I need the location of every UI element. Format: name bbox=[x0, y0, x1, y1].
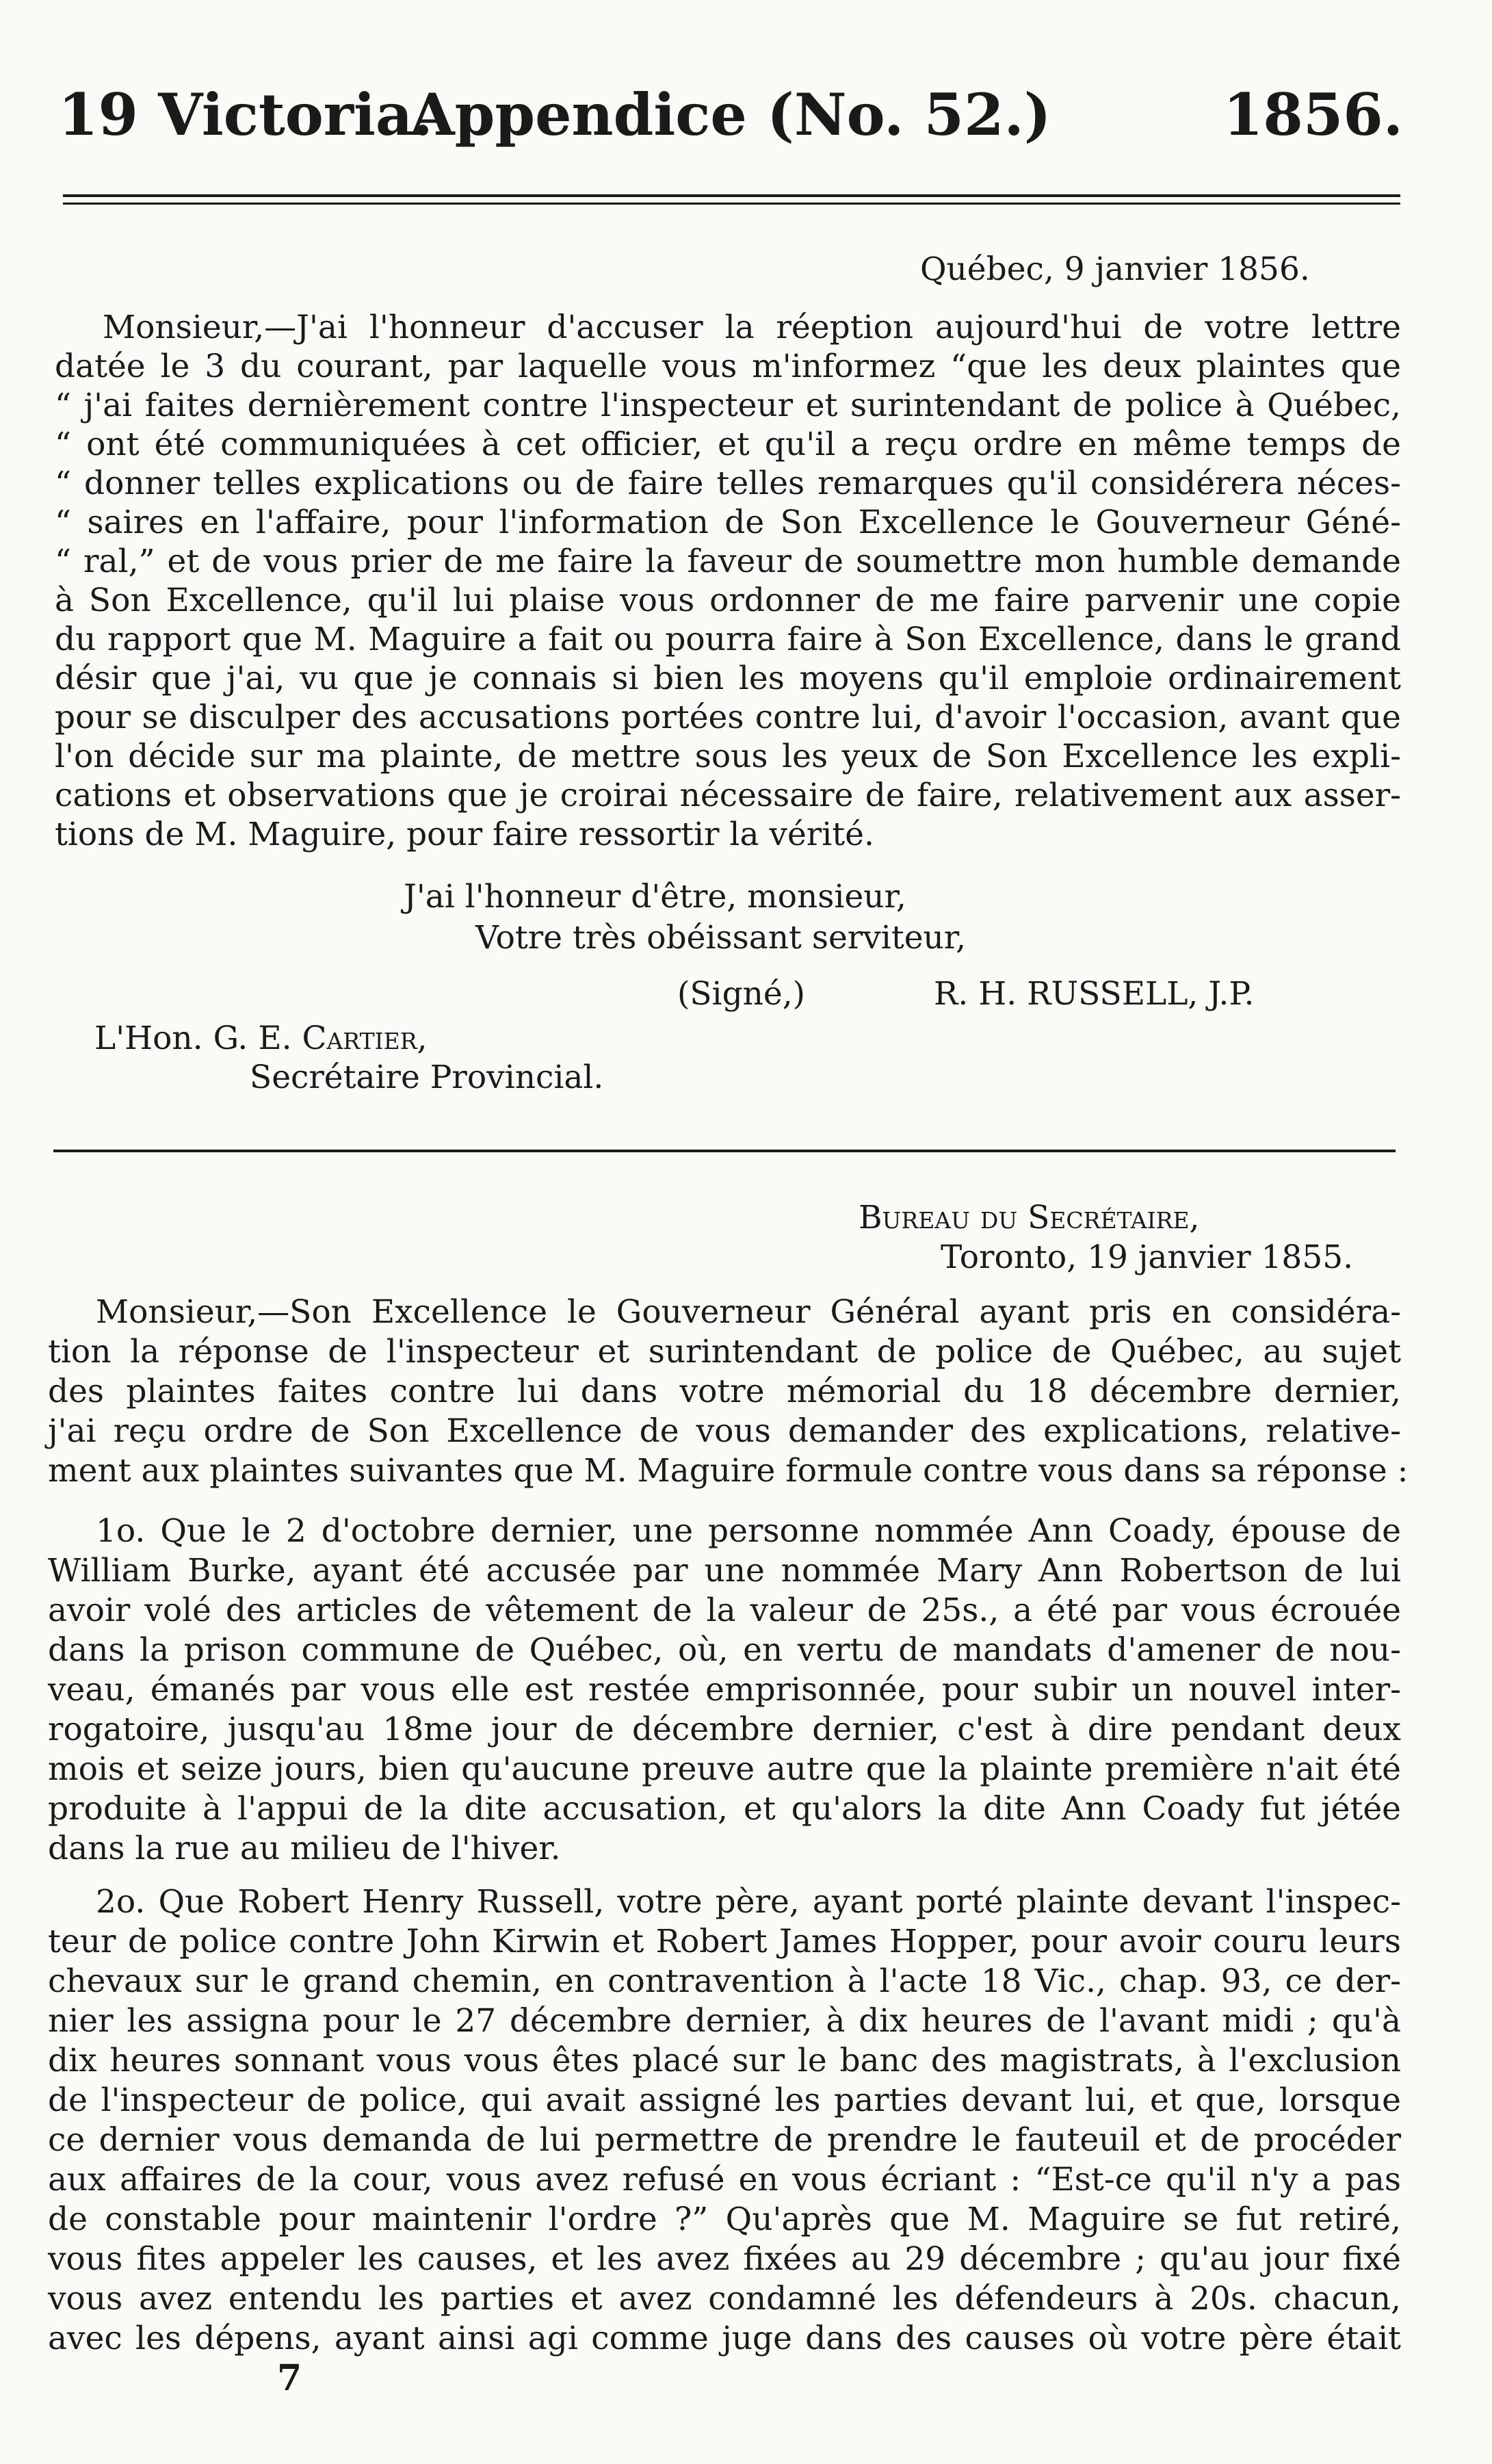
header-year: 1856. bbox=[1222, 81, 1403, 148]
letter1-line: désir que j'ai, vu que je connais si bien les moyens qu'il emploie ordinairement bbox=[55, 660, 1401, 697]
item1-line: 1o. Que le 2 d'octobre dernier, une personne nommée Ann Coady, épouse de bbox=[96, 1512, 1401, 1550]
item1-line: mois et seize jours, bien qu'aucune preuve autre que la plainte première n'ait été bbox=[48, 1750, 1401, 1788]
item1-line: William Burke, ayant été accusée par une nommée Mary Ann Robertson de lui bbox=[48, 1552, 1401, 1590]
item2-line: vous fites appeler les causes, et les avez fixées au 29 décembre ; qu'au jour fixé bbox=[48, 2240, 1401, 2278]
letter1-signe: (Signé,) bbox=[677, 975, 806, 1013]
letter1-line: datée le 3 du courant, par laquelle vous m'informez “que les deux plaintes que bbox=[55, 348, 1401, 385]
letter2-office: Bureau du Secrétaire, bbox=[859, 1199, 1200, 1236]
letter2-intro-line: tion la réponse de l'inspecteur et surintendant de police de Québec, au sujet bbox=[48, 1333, 1401, 1371]
letter1-line: Monsieur,—J'ai l'honneur d'accuser la réeption aujourd'hui de votre lettre bbox=[103, 309, 1401, 346]
item2-line: de l'inspecteur de police, qui avait assigné les parties devant lui, et que, lorsque bbox=[48, 2082, 1401, 2119]
header-rule-bottom bbox=[63, 203, 1400, 205]
item2-line: avec les dépens, ayant ainsi agi comme juge dans des causes où votre père était bbox=[48, 2320, 1401, 2357]
item2-line: chevaux sur le grand chemin, en contravention à l'acte 18 Vic., chap. 93, ce der- bbox=[48, 1962, 1401, 2000]
section-divider bbox=[53, 1150, 1396, 1152]
letter1-addressee-title: Secrétaire Provincial. bbox=[250, 1059, 604, 1096]
header-session: 19 Victoria. bbox=[58, 81, 433, 148]
item1-line: dans la prison commune de Québec, où, en vertu de mandats d'amener de nou- bbox=[48, 1631, 1401, 1669]
item1-line: dans la rue au milieu de l'hiver. bbox=[48, 1830, 561, 1867]
item1-line: produite à l'appui de la dite accusation, et qu'alors la dite Ann Coady fut jétée bbox=[48, 1790, 1401, 1828]
letter1-line: pour se disculper des accusations portées contre lui, d'avoir l'occasion, avant que bbox=[55, 699, 1401, 736]
letter1-signature: R. H. RUSSELL, J.P. bbox=[934, 975, 1255, 1013]
item1-line: avoir volé des articles de vêtement de la valeur de 25s., a été par vous écrouée bbox=[48, 1592, 1401, 1629]
item2-line: ce dernier vous demanda de lui permettre de prendre le fauteuil et de procéder bbox=[48, 2121, 1401, 2159]
letter1-line: “ ral,” et de vous prier de me faire la faveur de soumettre mon humble demande bbox=[55, 543, 1401, 580]
letter1-closing-2: Votre très obéissant serviteur, bbox=[475, 919, 967, 957]
letter1-closing-1: J'ai l'honneur d'être, monsieur, bbox=[404, 878, 906, 916]
header-rule-top bbox=[63, 194, 1400, 197]
item1-line: rogatoire, jusqu'au 18me jour de décembre dernier, c'est à dire pendant deux bbox=[48, 1711, 1401, 1748]
addressee-name: Cartier, bbox=[302, 1020, 428, 1057]
letter2-intro-line: ment aux plaintes suivantes que M. Maguire formule contre vous dans sa réponse : bbox=[48, 1452, 1409, 1490]
letter1-line: l'on décide sur ma plainte, de mettre sous les yeux de Son Excellence les expli- bbox=[55, 738, 1401, 775]
letter2-dateline: Toronto, 19 janvier 1855. bbox=[941, 1239, 1354, 1276]
letter1-line: tions de M. Maguire, pour faire ressortir la vérité. bbox=[55, 816, 874, 853]
letter1-line: à Son Excellence, qu'il lui plaise vous ordonner de me faire parvenir une copie bbox=[55, 582, 1401, 619]
letter2-intro-line: Monsieur,—Son Excellence le Gouverneur Général ayant pris en considéra- bbox=[96, 1293, 1401, 1331]
page-header bbox=[58, 81, 1403, 163]
letter1-line: “ saires en l'affaire, pour l'information de Son Excellence le Gouverneur Géné- bbox=[55, 504, 1401, 541]
addressee-prefix: L'Hon. G. E. bbox=[94, 1020, 302, 1057]
item2-line: dix heures sonnant vous vous êtes placé sur le banc des magistrats, à l'exclusion bbox=[48, 2042, 1401, 2079]
item2-line: aux affaires de la cour, vous avez refusé en vous écriant : “Est-ce qu'il n'y a pas bbox=[48, 2161, 1401, 2199]
letter1-line: “ donner telles explications ou de faire telles remarques qu'il considérera néces- bbox=[55, 465, 1401, 502]
item2-line: nier les assigna pour le 27 décembre dernier, à dix heures de l'avant midi ; qu'à bbox=[48, 2002, 1401, 2040]
item2-line: teur de police contre John Kirwin et Robert James Hopper, pour avoir couru leurs bbox=[48, 1923, 1401, 1960]
item2-line: vous avez entendu les parties et avez condamné les défendeurs à 20s. chacun, bbox=[48, 2280, 1401, 2318]
letter1-line: “ ont été communiquées à cet officier, et qu'il a reçu ordre en même temps de bbox=[55, 426, 1401, 463]
signature-mark: 7 bbox=[277, 2357, 302, 2399]
letter1-line: du rapport que M. Maguire a fait ou pourra faire à Son Excellence, dans le grand bbox=[55, 621, 1401, 658]
letter1-line: cations et observations que je croirai nécessaire de faire, relativement aux asser- bbox=[55, 777, 1401, 814]
letter1-addressee bbox=[94, 1020, 428, 1058]
letter1-line: “ j'ai faites dernièrement contre l'inspecteur et surintendant de police à Québec, bbox=[55, 387, 1401, 424]
header-appendix: Appendice (No. 52.) bbox=[410, 81, 1051, 148]
letter2-intro-line: j'ai reçu ordre de Son Excellence de vous demander des explications, relative- bbox=[48, 1412, 1401, 1450]
item2-line: 2o. Que Robert Henry Russell, votre père, ayant porté plainte devant l'inspec- bbox=[96, 1883, 1401, 1921]
item1-line: veau, émanés par vous elle est restée emprisonnée, pour subir un nouvel inter- bbox=[48, 1671, 1401, 1709]
item2-line: de constable pour maintenir l'ordre ?” Qu'après que M. Maguire se fut retiré, bbox=[48, 2201, 1401, 2238]
letter1-dateline: Québec, 9 janvier 1856. bbox=[920, 250, 1310, 288]
letter2-intro-line: des plaintes faites contre lui dans votre mémorial du 18 décembre dernier, bbox=[48, 1373, 1401, 1410]
